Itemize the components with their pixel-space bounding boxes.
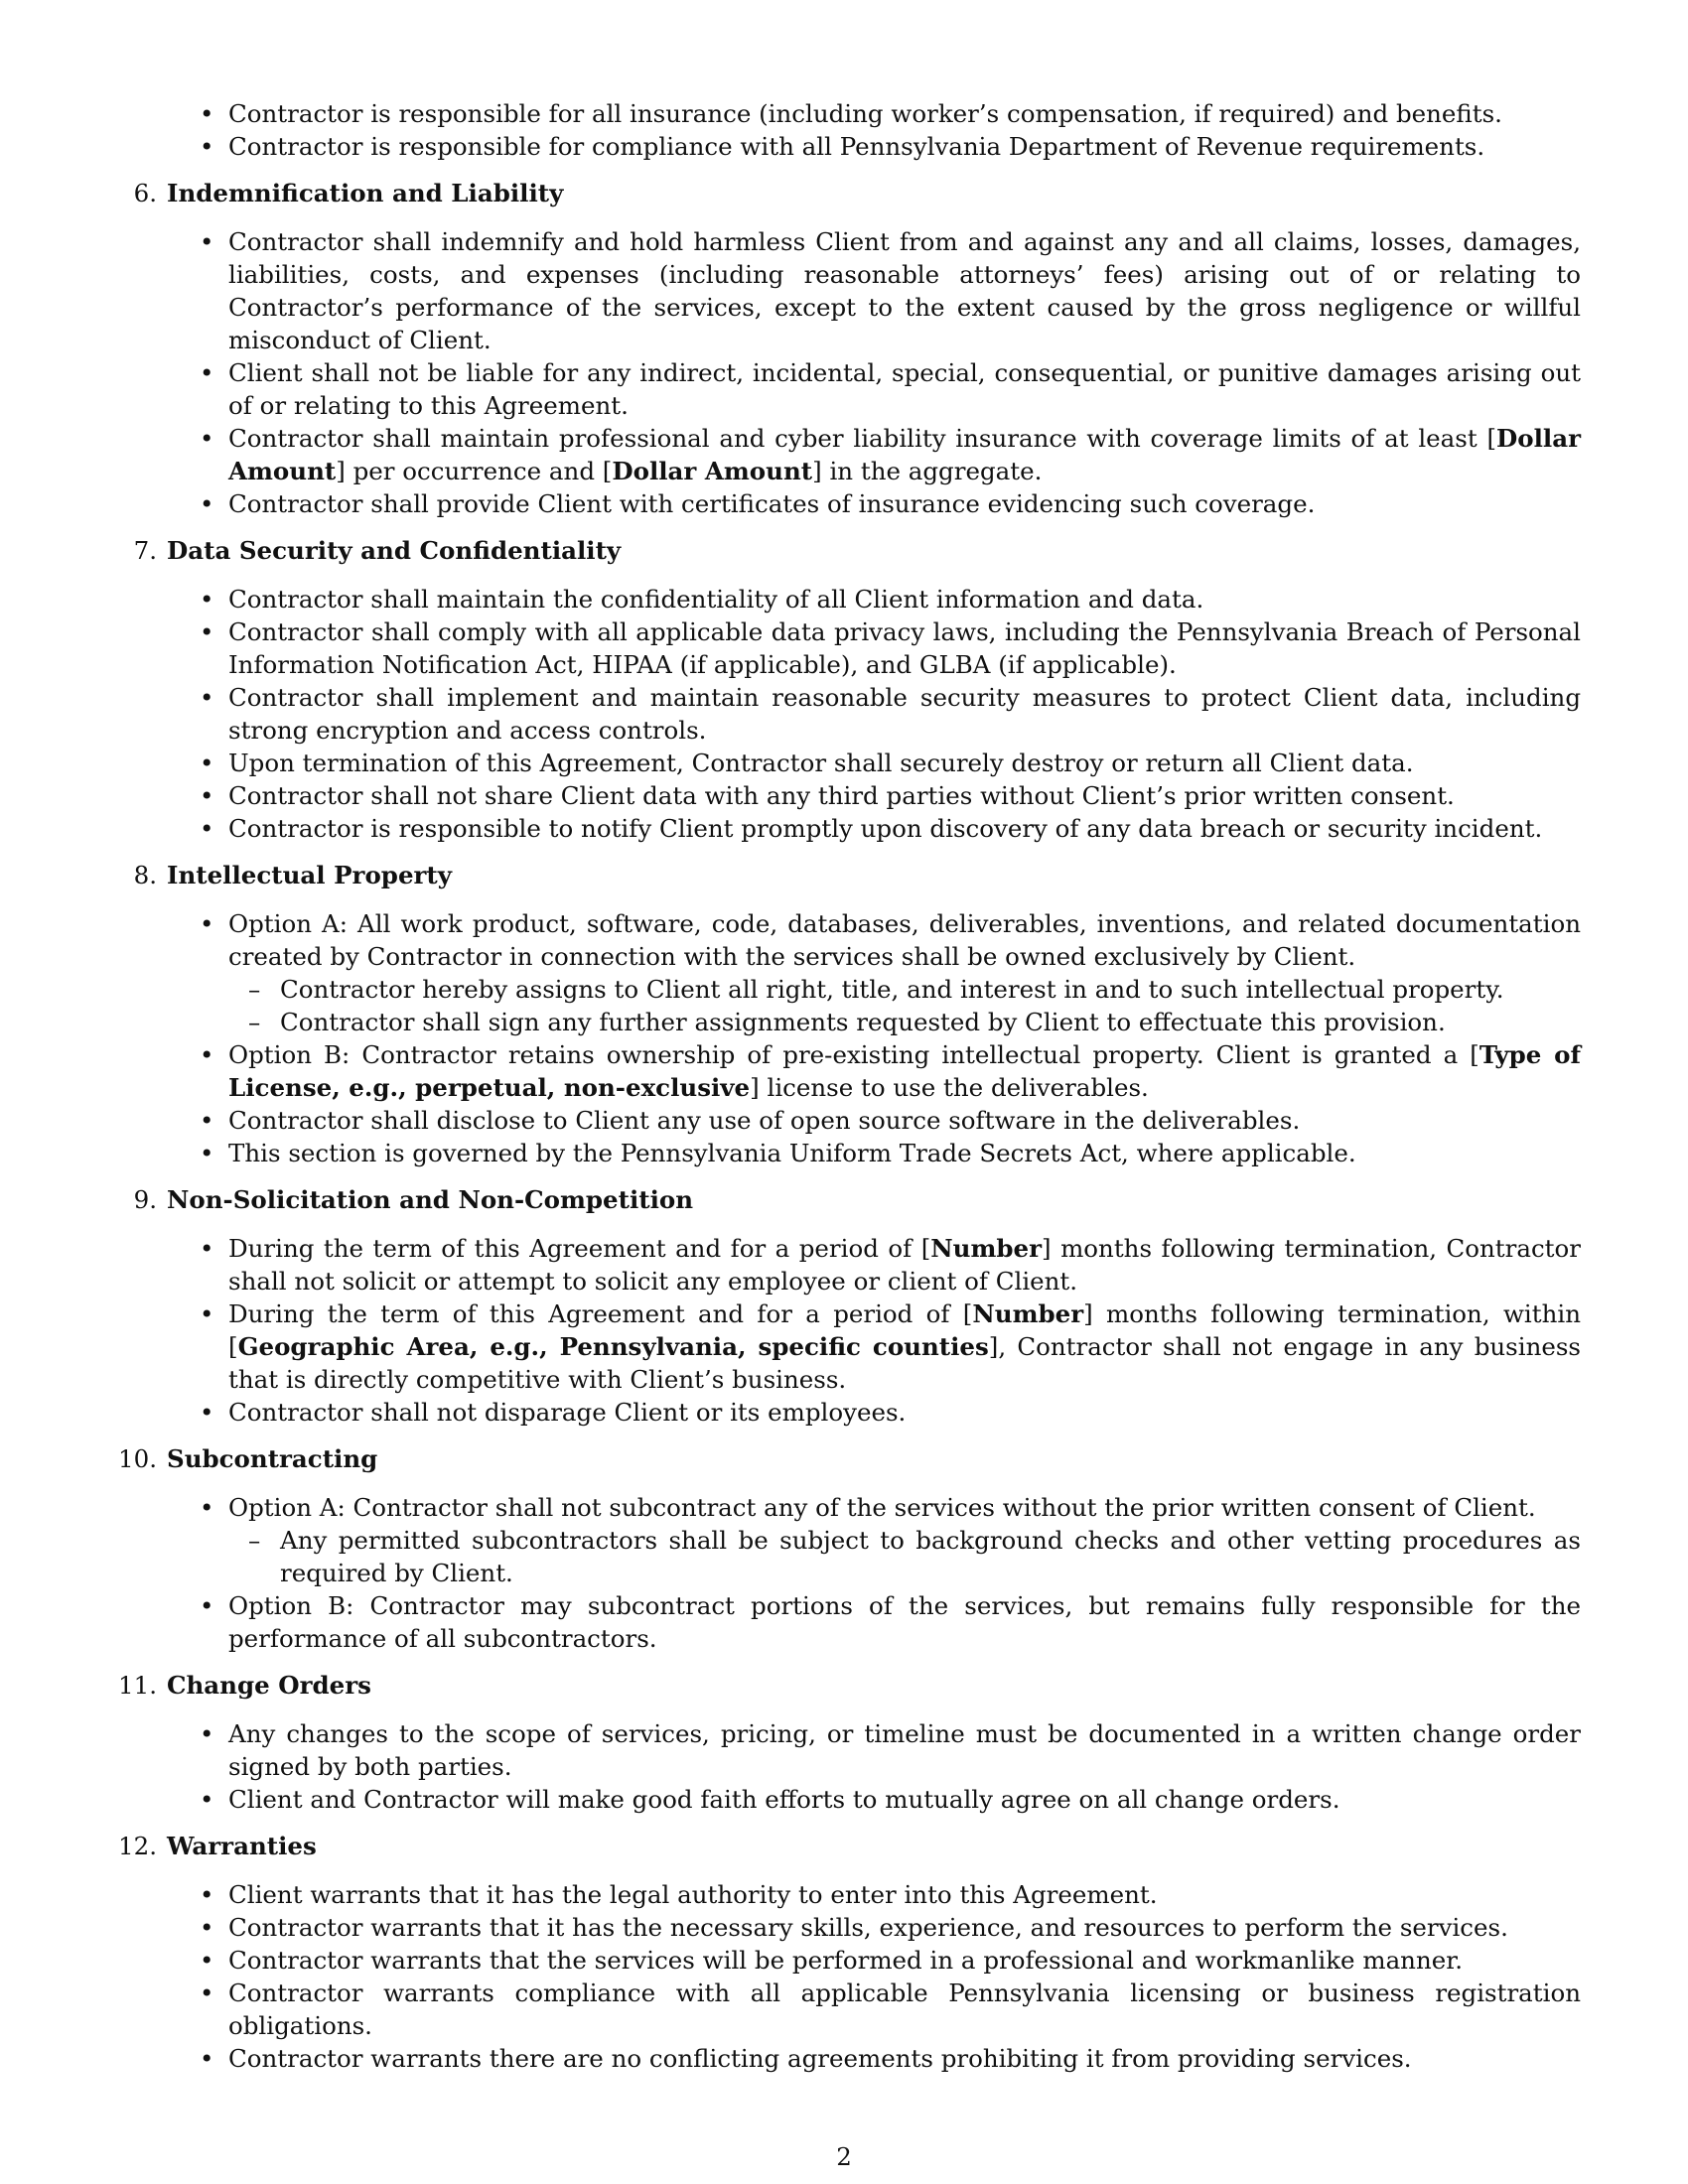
section-7 — [133, 534, 1581, 845]
section-number: 12. — [118, 1832, 157, 1860]
list-item — [167, 812, 1581, 845]
list-item — [167, 1297, 1581, 1396]
page-number: 2 — [836, 2142, 852, 2171]
placeholder-field: Dollar Amount — [228, 424, 1581, 485]
placeholder-field: Geographic Area, e.g., Pennsylvania, specific counties — [237, 1332, 989, 1361]
clause-text: Contractor shall implement and maintain reasonable security measures to protect Client data, including strong encryption and access controls. — [228, 683, 1581, 745]
section-6 — [133, 177, 1581, 520]
section-10 — [118, 1442, 1581, 1655]
section-8 — [133, 859, 1582, 1169]
list-item — [167, 2042, 1581, 2075]
clause-text: ] in the aggregate. — [812, 457, 1043, 485]
section-number: 7. — [133, 536, 157, 565]
clause-text: Contractor shall comply with all applicable data privacy laws, including the Pennsylvania Breach of Personal Information Notification Act, HIPAA (if applicable), and GLBA (if applicable). — [228, 617, 1581, 679]
section-title: Subcontracting — [167, 1444, 378, 1473]
placeholder-field: Type of License, e.g., perpetual, non-exclusive — [228, 1040, 1582, 1102]
list-item — [167, 1977, 1581, 2042]
section-title: Intellectual Property — [167, 861, 452, 889]
list-item — [167, 1911, 1581, 1944]
clause-text: ] months following termination, Contractor shall not solicit or attempt to solicit any employee or client of Client. — [228, 1234, 1581, 1296]
clause-text: Contractor warrants compliance with all applicable Pennsylvania licensing or business registration obligations. — [228, 1979, 1581, 2040]
clause-list — [167, 1491, 1581, 1655]
clause-text: Client and Contractor will make good faith efforts to mutually agree on all change orders. — [228, 1785, 1340, 1814]
sub-list — [228, 1524, 1581, 1589]
section-title: Warranties — [167, 1832, 317, 1860]
clause-text: Option B: Contractor may subcontract portions of the services, but remains fully responsible for the performance of all subcontractors. — [228, 1591, 1581, 1653]
list-item — [167, 1589, 1581, 1655]
section-heading — [118, 1830, 1581, 1862]
list-item — [167, 1038, 1581, 1104]
placeholder-field: Dollar Amount — [612, 457, 813, 485]
sub-list — [228, 973, 1581, 1038]
section-number: 6. — [133, 179, 157, 207]
placeholder-field: Number — [972, 1299, 1084, 1328]
clause-text: During the term of this Agreement and for a period of [ — [228, 1234, 931, 1263]
section-number: 11. — [118, 1671, 157, 1700]
clause-text: ] per occurrence and [ — [336, 457, 613, 485]
section-heading — [133, 534, 1581, 567]
section-11 — [118, 1669, 1581, 1816]
list-item — [167, 487, 1581, 520]
section-heading — [133, 859, 1581, 891]
section-list — [118, 177, 1582, 2075]
clause-list — [167, 907, 1581, 1169]
clause-text: Option A: All work product, software, code, databases, deliverables, inventions, and related documentation created by Contractor in connection with the services shall be owned exclusively by Client. — [228, 909, 1581, 971]
list-item: • Contractor is responsible for all insurance (including worker’s compensation, if required) and benefits. — [167, 97, 1581, 130]
carryover-list — [167, 97, 1581, 163]
clause-list — [167, 225, 1581, 520]
list-item — [167, 583, 1581, 615]
clause-text: Upon termination of this Agreement, Contractor shall securely destroy or return all Client data. — [228, 749, 1414, 777]
section-number: 10. — [118, 1444, 157, 1473]
clause-text: Option B: Contractor retains ownership of pre-existing intellectual property. Client is granted a [ — [228, 1040, 1479, 1069]
clause-text: Contractor is responsible to notify Client promptly upon discovery of any data breach or security incident. — [228, 814, 1543, 843]
list-item — [167, 422, 1581, 487]
section-title: Non-Solicitation and Non-Competition — [167, 1185, 694, 1214]
section-number: 8. — [133, 861, 157, 889]
clause-text: ], Contractor shall not engage in any business that is directly competitive with Client’s business. — [228, 1332, 1581, 1394]
list-item — [167, 1137, 1581, 1169]
clause-text: During the term of this Agreement and for a period of [ — [228, 1299, 973, 1328]
section-heading — [118, 1442, 1581, 1475]
section-heading — [133, 1183, 1581, 1216]
list-item — [167, 1717, 1581, 1783]
clause-text: Contractor warrants there are no conflicting agreements prohibiting it from providing services. — [228, 2044, 1412, 2073]
list-item — [167, 356, 1581, 422]
clause-list — [167, 1717, 1581, 1816]
section-9 — [133, 1183, 1581, 1429]
clause-text: Contractor shall provide Client with certificates of insurance evidencing such coverage. — [228, 489, 1316, 518]
clause-text: Contractor shall not share Client data with any third parties without Client’s prior written consent. — [228, 781, 1455, 810]
list-item — [167, 747, 1581, 779]
list-item — [167, 907, 1581, 1038]
list-item — [167, 681, 1581, 747]
list-item — [167, 1104, 1581, 1137]
clause-list — [167, 583, 1581, 845]
clause-text: Client warrants that it has the legal authority to enter into this Agreement. — [228, 1880, 1158, 1909]
clause-text: ] months following termination, within [ — [228, 1299, 1581, 1361]
clause-text: Contractor shall indemnify and hold harmless Client from and against any and all claims, losses, damages, liabilities, costs, and expenses (including reasonable attorneys’ fees) arising out of or relating to Contractor’s performance of the services, except to the extent caused by the gross negligence or willful misconduct of Client. — [228, 227, 1581, 354]
list-item — [167, 1232, 1581, 1297]
list-item — [167, 225, 1581, 356]
section-12 — [118, 1830, 1581, 2075]
clause-text: Any changes to the scope of services, pricing, or timeline must be documented in a written change order signed by both parties. — [228, 1719, 1581, 1781]
document-body — [118, 97, 1582, 2075]
clause-text: Contractor shall not disparage Client or its employees. — [228, 1398, 907, 1427]
clause-text: Contractor shall disclose to Client any use of open source software in the deliverables. — [228, 1106, 1301, 1135]
clause-list — [167, 1878, 1581, 2075]
section-heading — [133, 177, 1581, 209]
clause-text: Contractor shall maintain the confidentiality of all Client information and data. — [228, 585, 1204, 614]
list-item — [167, 1396, 1581, 1429]
clause-text: Contractor warrants that the services will be performed in a professional and workmanlike manner. — [228, 1946, 1464, 1975]
section-title: Data Security and Confidentiality — [167, 536, 622, 565]
placeholder-field: Number — [930, 1234, 1043, 1263]
clause-list — [167, 1232, 1581, 1429]
clause-text: This section is governed by the Pennsylvania Uniform Trade Secrets Act, where applicable. — [228, 1139, 1356, 1167]
clause-text: Contractor warrants that it has the necessary skills, experience, and resources to perform the services. — [228, 1913, 1508, 1942]
list-item — [167, 615, 1581, 681]
list-item — [167, 1491, 1581, 1589]
section-number: 9. — [133, 1185, 157, 1214]
sub-list-item: – Contractor hereby assigns to Client all right, title, and interest in and to such intellectual property. — [228, 973, 1581, 1006]
list-item — [167, 1878, 1581, 1911]
sub-list-item: – Any permitted subcontractors shall be subject to background checks and other vetting procedures as required by Client. — [228, 1524, 1581, 1589]
list-item — [167, 779, 1581, 812]
list-item — [167, 1944, 1581, 1977]
sub-list-item: – Contractor shall sign any further assignments requested by Client to effectuate this provision. — [228, 1006, 1581, 1038]
list-item — [167, 1783, 1581, 1816]
clause-text: Contractor shall maintain professional and cyber liability insurance with coverage limits of at least [ — [228, 424, 1497, 453]
clause-text: ] license to use the deliverables. — [750, 1073, 1149, 1102]
clause-text: Option A: Contractor shall not subcontract any of the services without the prior written consent of Client. — [228, 1493, 1536, 1522]
clause-text: Client shall not be liable for any indirect, incidental, special, consequential, or punitive damages arising out of or relating to this Agreement. — [228, 358, 1581, 420]
list-item: • Contractor is responsible for compliance with all Pennsylvania Department of Revenue requirements. — [167, 130, 1581, 163]
section-title: Indemnification and Liability — [167, 179, 564, 207]
section-title: Change Orders — [167, 1671, 371, 1700]
section-heading — [118, 1669, 1581, 1702]
